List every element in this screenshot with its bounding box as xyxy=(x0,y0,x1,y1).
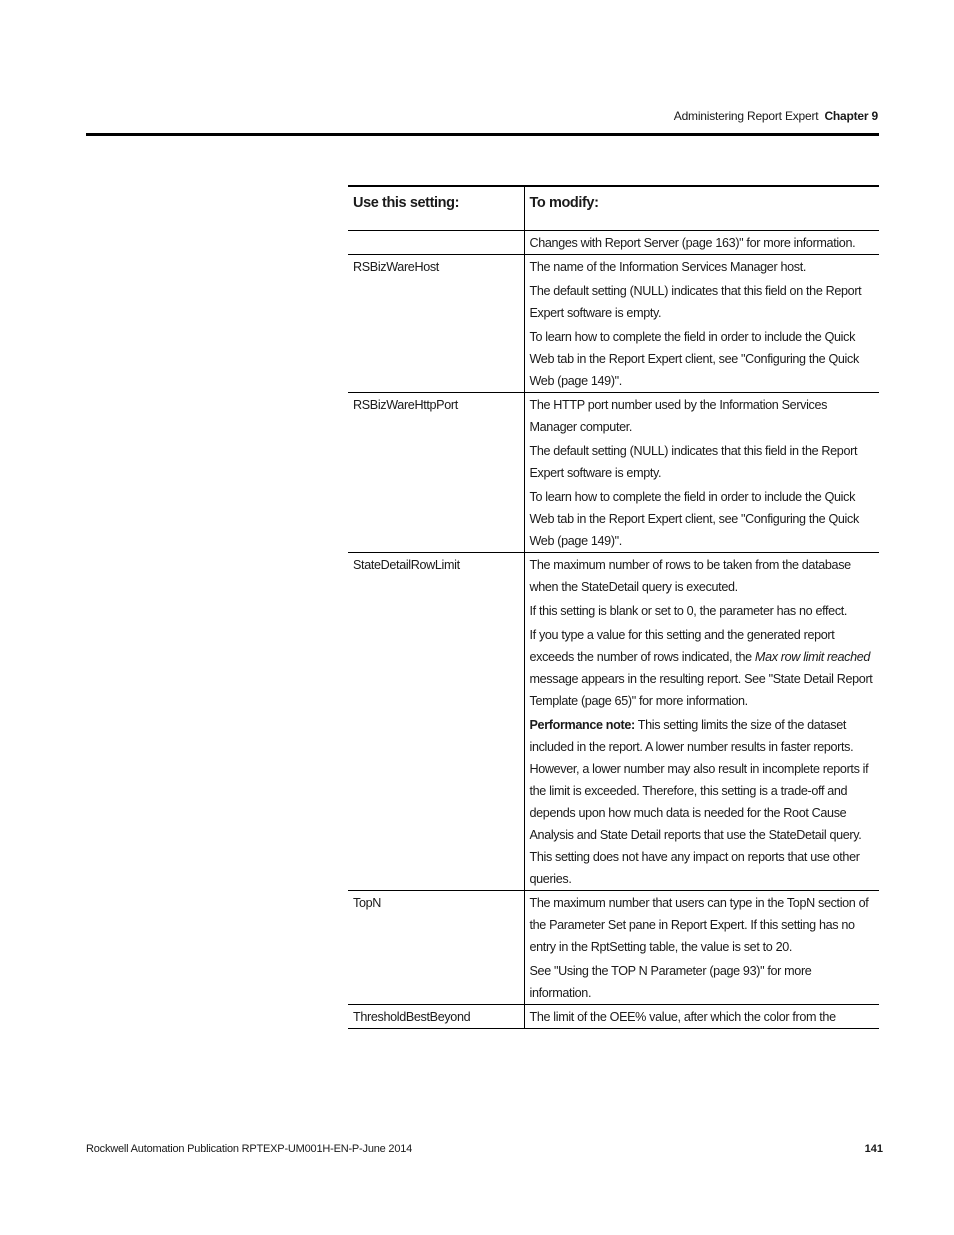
description-paragraph xyxy=(530,394,876,438)
description-paragraph xyxy=(530,624,876,712)
header-section-title: Administering Report Expert xyxy=(673,109,819,123)
setting-description xyxy=(524,1005,879,1029)
description-text: The limit of the OEE% value, after which the color from the xyxy=(529,1010,836,1024)
description-text: The maximum number of rows to be taken from the database when the StateDetail query is executed. xyxy=(529,558,851,594)
performance-note-label: Performance note: xyxy=(529,718,635,732)
description-text: The name of the Information Services Manager host. xyxy=(529,260,807,274)
description-text: If this setting is blank or set to 0, the parameter has no effect. xyxy=(529,604,848,618)
setting-description xyxy=(524,255,879,393)
description-text: The default setting (NULL) indicates that this field on the Report Expert software is empty. xyxy=(529,284,862,320)
running-header xyxy=(674,109,878,123)
setting-description xyxy=(524,891,879,1005)
footer-publication: Rockwell Automation Publication RPTEXP-UM001H-EN-P-June 2014 xyxy=(86,1143,413,1155)
setting-name: ThresholdBestBeyond xyxy=(348,1005,524,1029)
setting-name: StateDetailRowLimit xyxy=(348,553,524,891)
description-paragraph xyxy=(530,714,876,890)
setting-name: TopN xyxy=(348,891,524,1005)
description-paragraph xyxy=(530,600,876,622)
settings-table xyxy=(348,185,879,1029)
description-text: This setting limits the size of the dataset included in the report. A lower number results in faster reports. However, a lower number may also result in incomplete reports if the limit is exceeded. Therefore, this setting is a trade-off and depends upon how much data is needed for the Root Cause Analysis and State Detail reports that use the StateDetail query. This setting does not have any impact on reports that use other queries. xyxy=(529,718,869,886)
table-row xyxy=(348,255,879,393)
column-header-modify: To modify: xyxy=(524,186,879,231)
description-text: To learn how to complete the field in order to include the Quick Web tab in the Report Expert client, see "Configuring the Quick Web (page 149)". xyxy=(529,490,859,548)
description-paragraph xyxy=(530,280,876,324)
description-paragraph xyxy=(530,256,876,278)
description-text: See "Using the TOP N Parameter (page 93)" for more information. xyxy=(529,964,812,1000)
description-paragraph xyxy=(530,892,876,958)
header-chapter-label: Chapter 9 xyxy=(824,109,878,123)
description-paragraph xyxy=(530,440,876,484)
setting-name xyxy=(348,231,524,255)
header-rule xyxy=(86,133,879,136)
table-row xyxy=(348,891,879,1005)
setting-name: RSBizWareHost xyxy=(348,255,524,393)
table-row xyxy=(348,553,879,891)
page-number: 141 xyxy=(864,1143,883,1155)
setting-name: RSBizWareHttpPort xyxy=(348,393,524,553)
description-text: To learn how to complete the field in order to include the Quick Web tab in the Report Expert client, see "Configuring the Quick Web (page 149)". xyxy=(529,330,859,388)
description-paragraph xyxy=(530,486,876,552)
setting-description xyxy=(524,553,879,891)
table-row xyxy=(348,1005,879,1029)
setting-description xyxy=(524,231,879,255)
description-paragraph xyxy=(530,960,876,1004)
column-header-setting: Use this setting: xyxy=(348,186,524,231)
table-row xyxy=(348,231,879,255)
message-name-italic: Max row limit reached xyxy=(754,650,871,664)
table-row xyxy=(348,393,879,553)
description-text: The HTTP port number used by the Information Services Manager computer. xyxy=(529,398,828,434)
table-header-row xyxy=(348,186,879,231)
setting-description xyxy=(524,393,879,553)
description-paragraph xyxy=(530,554,876,598)
description-text: The maximum number that users can type in the TopN section of the Parameter Set pane in Report Expert. If this setting has no entry in the RptSetting table, the value is set to 20. xyxy=(529,896,869,954)
description-paragraph xyxy=(530,1006,876,1028)
description-text: The default setting (NULL) indicates that this field in the Report Expert software is empty. xyxy=(529,444,858,480)
description-paragraph xyxy=(530,326,876,392)
description-text: message appears in the resulting report. See "State Detail Report Template (page 65)" for more information. xyxy=(529,672,873,708)
description-paragraph xyxy=(530,232,876,254)
description-text: If you type a value for this setting and the generated report exceeds the number of rows indicated, the xyxy=(529,628,835,664)
description-text: Changes with Report Server (page 163)" for more information. xyxy=(529,236,856,250)
